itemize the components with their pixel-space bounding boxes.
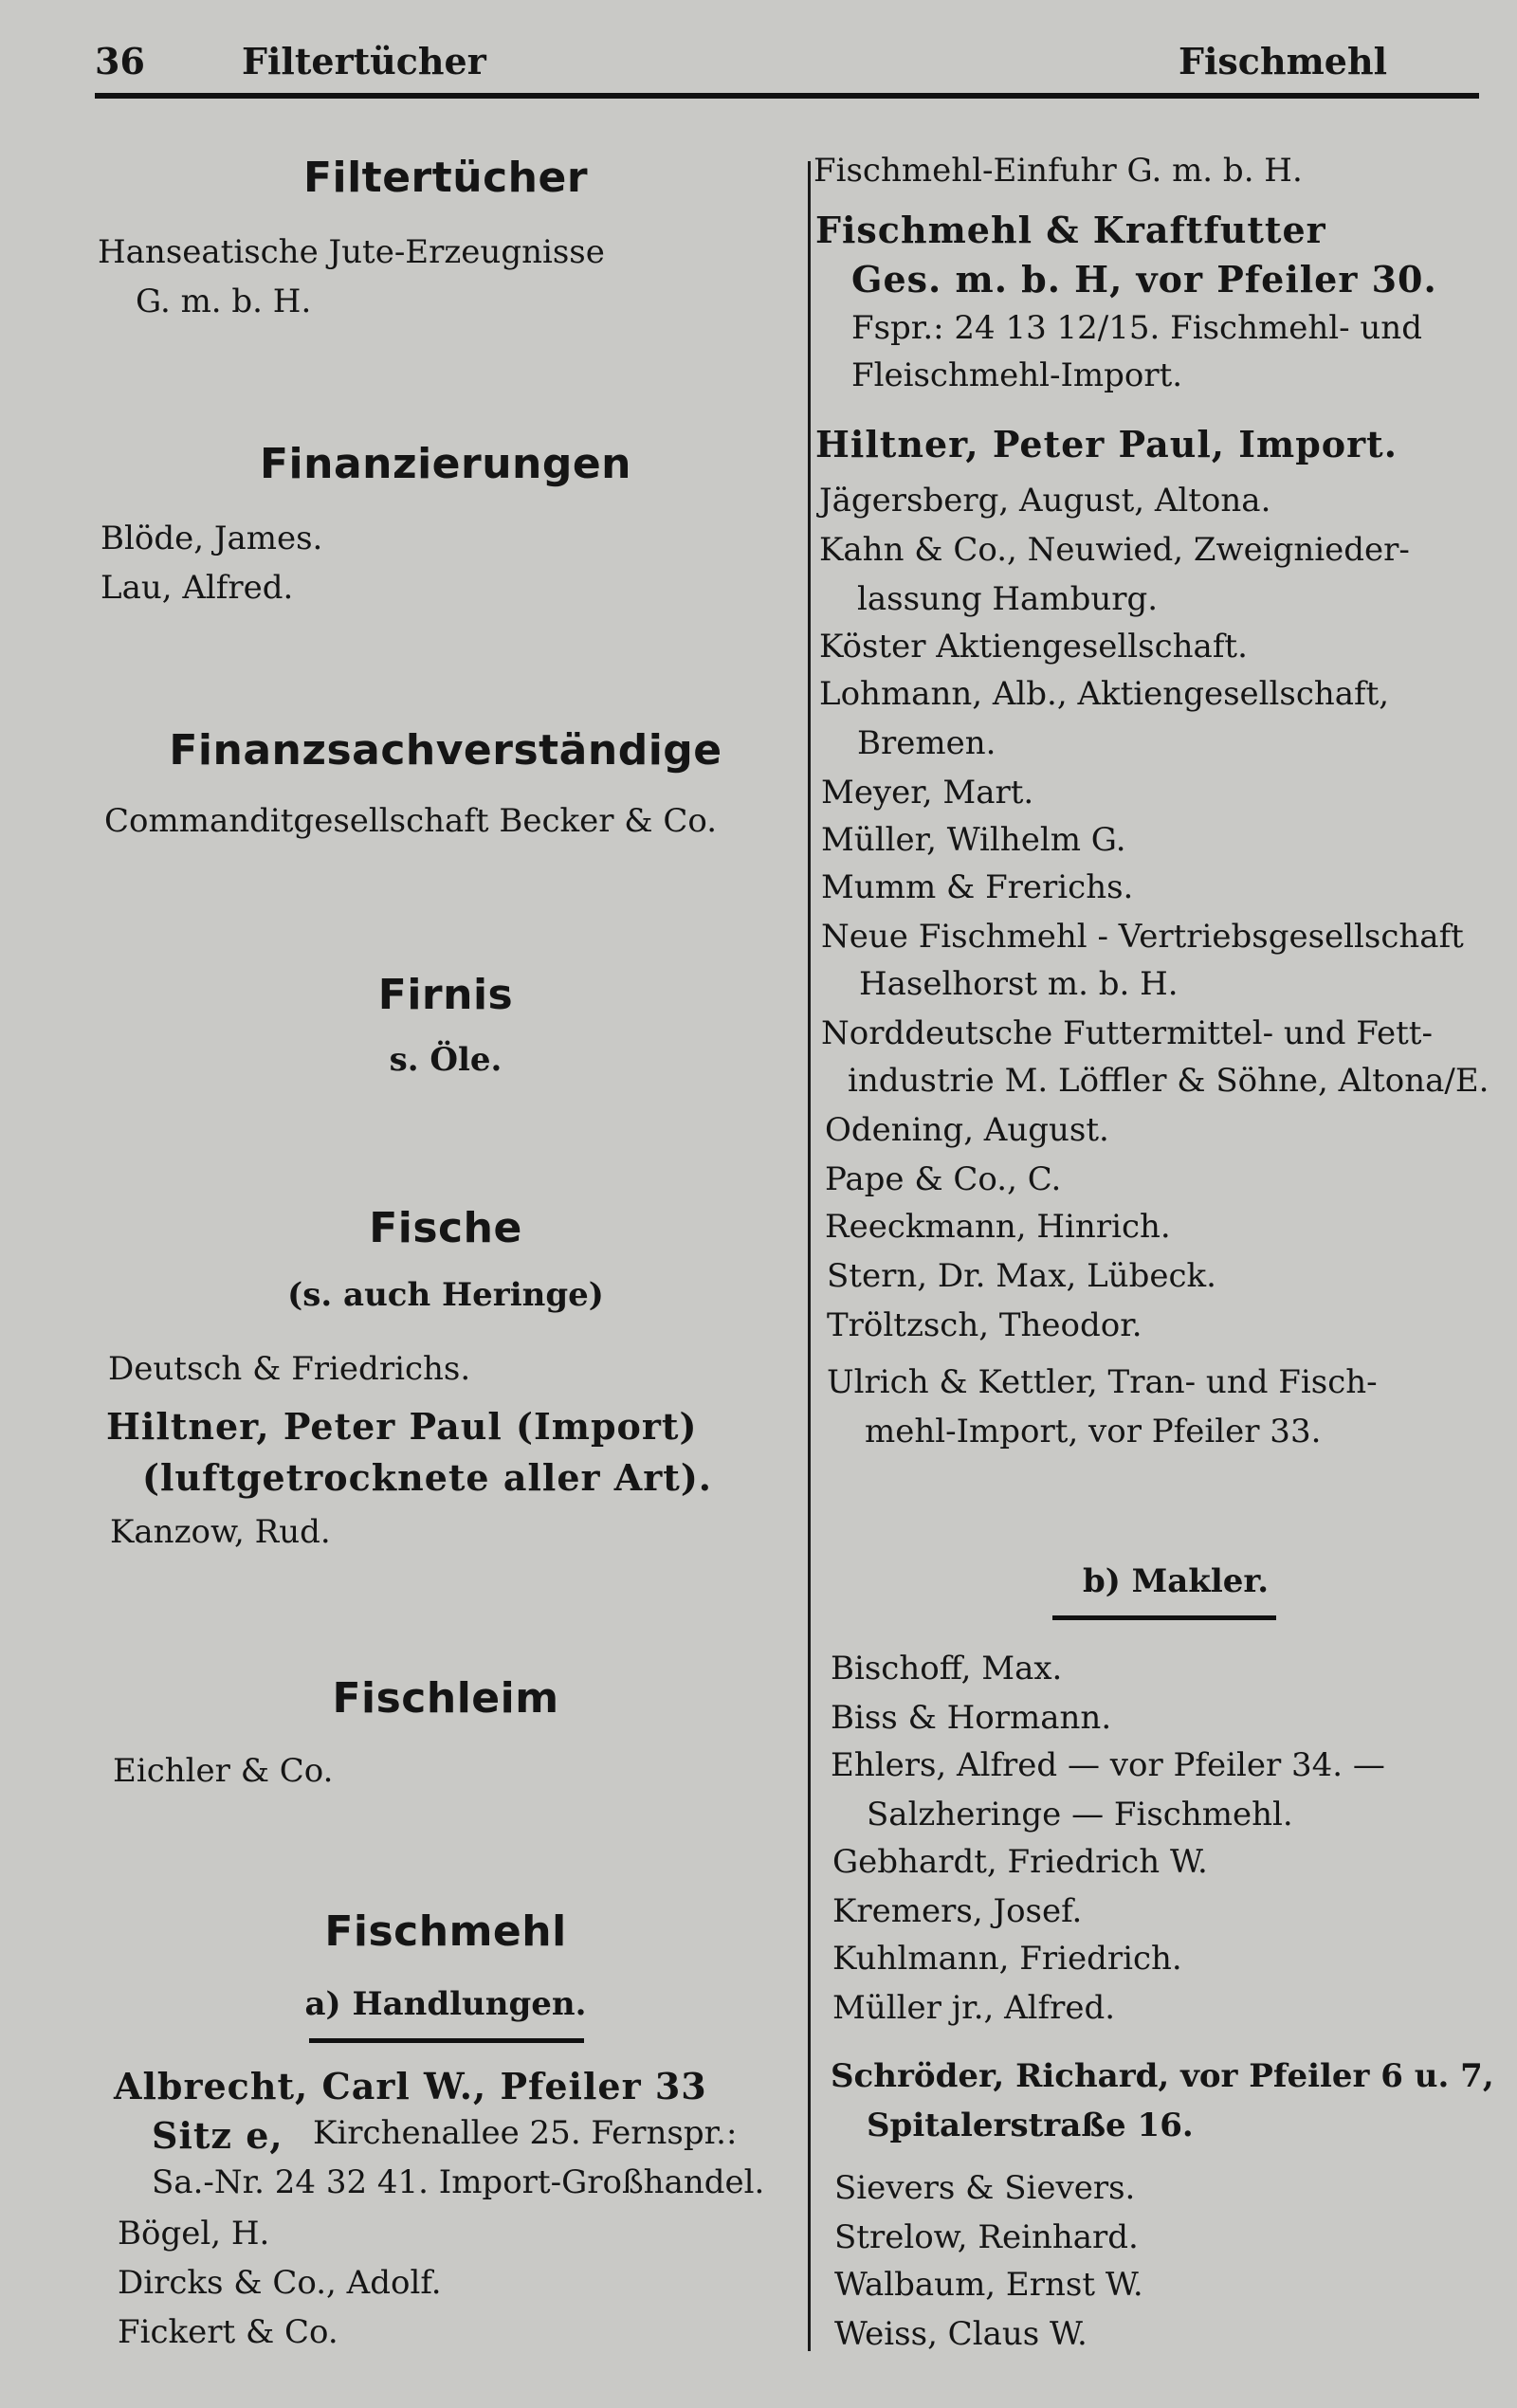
subheading-rule [309, 2038, 584, 2043]
entry-line: Bremen. [857, 724, 996, 762]
entry-line-bold: Spitalerstraße 16. [867, 2107, 1194, 2144]
cross-reference: (s. auch Heringe) [287, 1276, 604, 1314]
entry-line: Lau, Alfred. [101, 569, 294, 607]
heading-finanzierungen: Finanzierungen [259, 440, 632, 488]
entry-line: lassung Hamburg. [857, 580, 1159, 618]
heading-fischleim: Fischleim [332, 1674, 559, 1723]
entry-line: Sievers & Sievers. [834, 2169, 1136, 2207]
heading-fische: Fische [369, 1204, 522, 1252]
entry-line: Neue Fischmehl - Vertriebsgesellschaft [821, 918, 1464, 956]
column-divider [808, 161, 811, 2351]
entry-line: Kirchenallee 25. Fernspr.: [313, 2114, 738, 2152]
page-number: 36 [95, 40, 145, 82]
entry-line: Kanzow, Rud. [110, 1513, 331, 1551]
entry-line: Norddeutsche Futtermittel- und Fett- [821, 1014, 1433, 1052]
cross-reference: s. Öle. [389, 1041, 503, 1079]
entry-line: Reeckmann, Hinrich. [825, 1208, 1171, 1246]
heading-firnis: Firnis [377, 971, 514, 1019]
entry-line: Weiss, Claus W. [834, 2315, 1087, 2353]
entry-line-bold: Schröder, Richard, vor Pfeiler 6 u. 7, [831, 2057, 1494, 2095]
entry-line: Köster Aktiengesellschaft. [819, 628, 1248, 666]
entry-line: Müller jr., Alfred. [832, 1989, 1116, 2027]
heading-fischmehl: Fischmehl [324, 1907, 567, 1956]
heading-filtertuecher: Filtertücher [302, 154, 589, 202]
entry-line: Jägersberg, August, Altona. [819, 482, 1271, 520]
entry-line-bold: Hiltner, Peter Paul (Import) [106, 1405, 698, 1448]
entry-line: Ehlers, Alfred — vor Pfeiler 34. — [831, 1746, 1385, 1784]
entry-line: Meyer, Mart. [821, 774, 1034, 812]
entry-line: Kahn & Co., Neuwied, Zweignieder- [819, 531, 1410, 569]
entry-line: Deutsch & Friedrichs. [108, 1350, 471, 1388]
entry-line: Sa.-Nr. 24 32 41. Import-Großhandel. [152, 2163, 765, 2201]
subheading-rule [1052, 1615, 1276, 1620]
entry-line: Lohmann, Alb., Aktiengesellschaft, [819, 675, 1390, 713]
entry-line: Tröltzsch, Theodor. [827, 1306, 1142, 1344]
entry-line: Gebhardt, Friedrich W. [832, 1843, 1208, 1881]
entry-line: Bögel, H. [118, 2215, 270, 2253]
entry-line: Blöde, James. [101, 520, 323, 557]
entry-line: Fleischmehl-Import. [851, 356, 1183, 394]
entry-line: Fischmehl-Einfuhr G. m. b. H. [813, 152, 1303, 190]
entry-line-bold: Hiltner, Peter Paul, Import. [815, 423, 1398, 465]
entry-line: Fickert & Co. [118, 2313, 338, 2351]
entry-line: Hanseatische Jute-Erzeugnisse [98, 233, 605, 271]
entry-line: industrie M. Löffler & Söhne, Altona/E. [848, 1062, 1490, 1100]
entry-line: Commanditgesellschaft Becker & Co. [104, 802, 718, 840]
entry-line-bold: Fischmehl & Kraftfutter [815, 209, 1326, 251]
entry-line: Müller, Wilhelm G. [821, 821, 1126, 859]
subheading-makler: b) Makler. [1082, 1562, 1270, 1600]
entry-line: Ulrich & Kettler, Tran- und Fisch- [827, 1363, 1378, 1401]
entry-line-bold: (luftgetrocknete aller Art). [142, 1456, 713, 1499]
entry-line: Strelow, Reinhard. [834, 2218, 1139, 2256]
subheading-handlungen: a) Handlungen. [304, 1985, 587, 2023]
heading-finanzsachverstaendige: Finanzsachverständige [169, 726, 722, 775]
entry-line: Walbaum, Ernst W. [834, 2266, 1143, 2304]
entry-line: Pape & Co., C. [825, 1160, 1062, 1198]
header-rule [95, 93, 1479, 99]
entry-line: Biss & Hormann. [831, 1699, 1112, 1737]
running-title-left: Filtertücher [242, 40, 486, 82]
entry-line: mehl-Import, vor Pfeiler 33. [865, 1413, 1322, 1450]
entry-line: Haselhorst m. b. H. [859, 965, 1179, 1003]
entry-line: G. m. b. H. [136, 283, 312, 320]
entry-line: Fspr.: 24 13 12/15. Fischmehl- und [851, 309, 1422, 347]
entry-line: Odening, August. [825, 1111, 1109, 1149]
entry-line-bold: Sitz e, [152, 2114, 283, 2157]
running-title-right: Fischmehl [1179, 40, 1388, 82]
entry-line: Stern, Dr. Max, Lübeck. [827, 1257, 1216, 1295]
entry-line: Kuhlmann, Friedrich. [832, 1940, 1182, 1978]
entry-line: Salzheringe — Fischmehl. [867, 1796, 1293, 1833]
entry-line: Bischoff, Max. [831, 1650, 1063, 1687]
entry-line: Kremers, Josef. [832, 1892, 1083, 1930]
entry-line-bold: Ges. m. b. H, vor Pfeiler 30. [851, 258, 1437, 301]
entry-line: Mumm & Frerichs. [821, 868, 1134, 906]
entry-line-bold: Albrecht, Carl W., Pfeiler 33 [114, 2065, 707, 2107]
entry-line: Eichler & Co. [113, 1752, 334, 1790]
entry-line: Dircks & Co., Adolf. [118, 2264, 442, 2302]
